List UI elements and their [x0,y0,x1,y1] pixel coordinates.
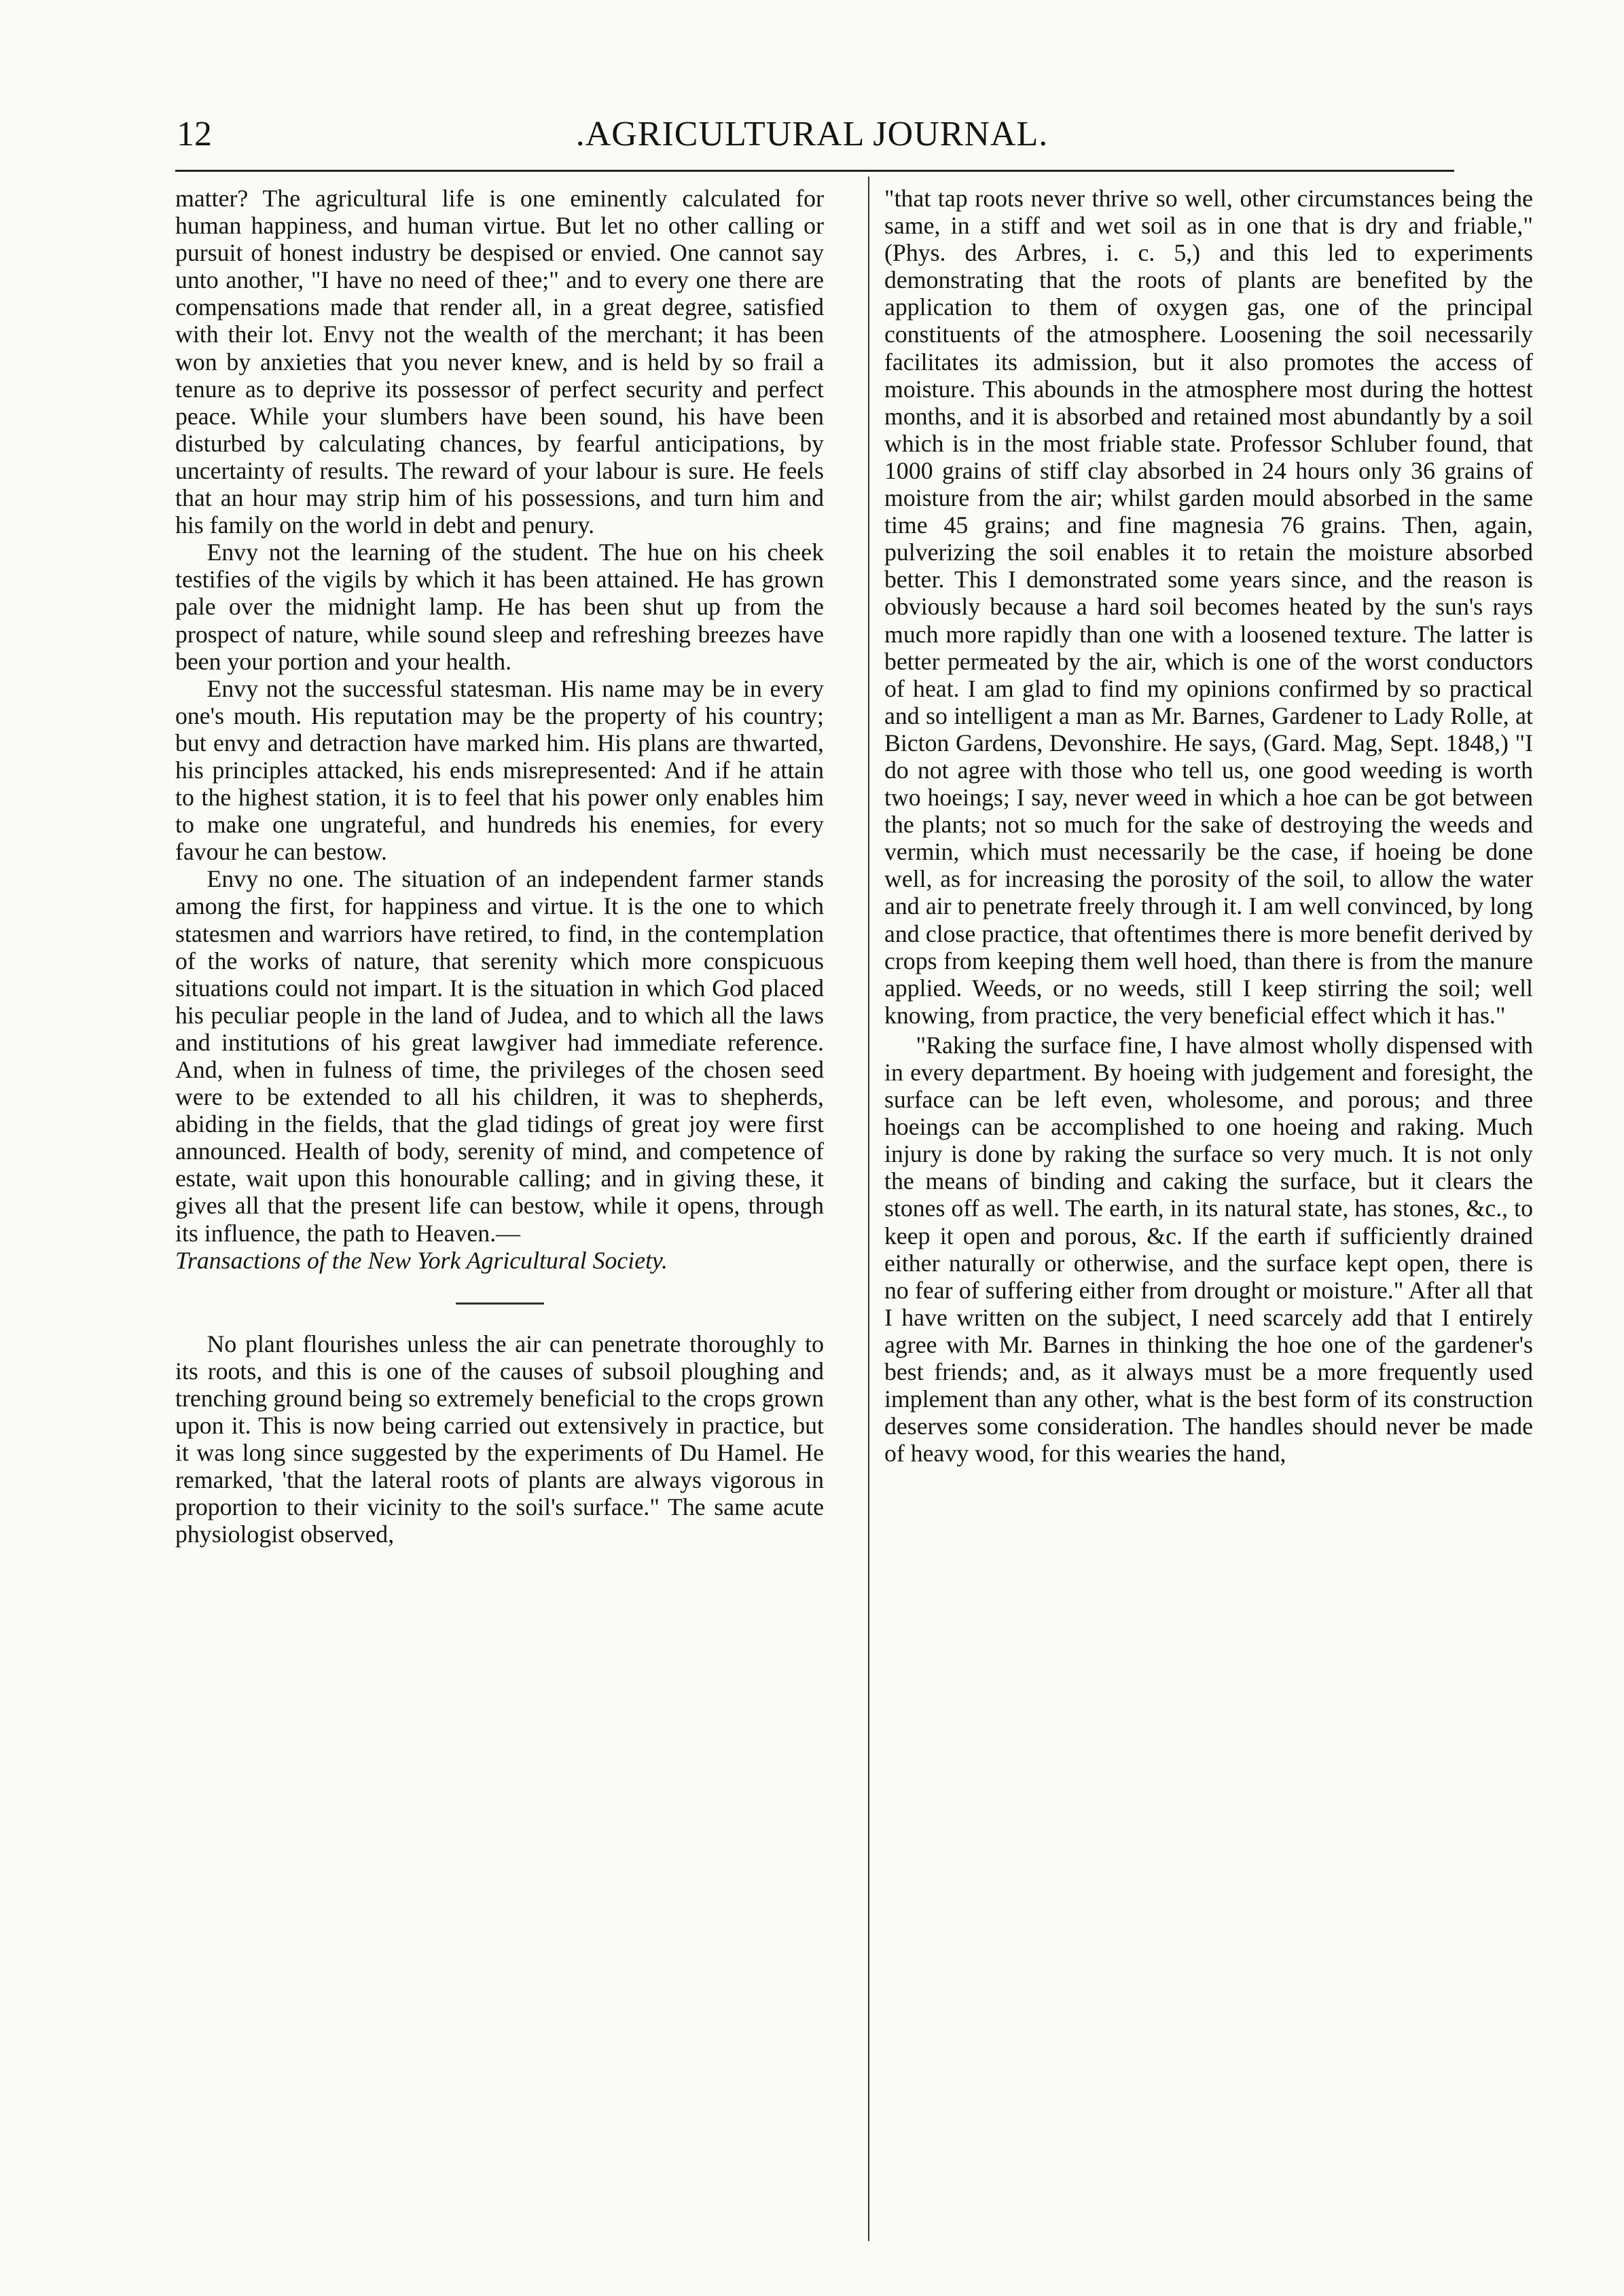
column-divider [868,177,869,2241]
paragraph: "Raking the surface fine, I have almost wholly dispensed with in every department. By hoeing with judgement and foresight, the surface can be left even, wholesome, and porous; and three hoeings can be accomplished to one hoeing and raking. Much injury is done by raking the surface so very much. It is not only the means of binding and caking the surface, but it clears the stones off as well. The earth, in its natural state, has stones, &c., to keep it open and porous, &c. If the earth if sufficiently drained either naturally or otherwise, and the surface kept open, there is no fear of suffering either from drought or moisture." After all that I have written on the subject, I need scarcely add that I entirely agree with Mr. Barnes in thinking the hoe one of the gardener's best friends; and, as it always must be a more frequently used implement than any other, what is the best form of its construction deserves some consideration. The handles should never be made of heavy wood, for this wearies the hand, [884,1031,1533,1468]
paragraph: Envy no one. The situation of an independent farmer stands among the first, for happiness and virtue. It is the one to which statesmen and warriors have retired, to find, in the contemplation of the works of nature, that serenity which more conspicuous situations could not impart. It is the situation in which God placed his peculiar people in the land of Judea, and to which all the laws and institutions of his great lawgiver had immediate reference. And, when in fulness of time, the privileges of the chosen seed were to be extended to all his children, it was to shepherds, abiding in the fields, that the glad tidings of great joy were first announced. Health of body, serenity of mind, and competence of estate, wait upon this honourable calling; and in giving these, it gives all that the present life can bestow, while it opens, through its influence, the path to Heaven.— [175,865,824,1247]
paragraph: Envy not the learning of the student. The hue on his cheek testifies of the vigils by which it has been attained. He has grown pale over the midnight lamp. He has been shut up from the prospect of nature, while sound sleep and refreshing breezes have been your portion and your health. [175,539,824,675]
paragraph: "that tap roots never thrive so well, other circumstances being the same, in a stiff and wet soil as in one that is dry and friable," (Phys. des Arbres, i. c. 5,) and this led to experiments demonstrating that the roots of plants are benefited by the application to them of oxygen gas, one of the principal constituents of the atmosphere. Loosening the soil necessarily facilitates its admission, but it also promotes the access of moisture. This abounds in the atmosphere most during the hottest months, and it is absorbed and retained most abundantly by a soil which is in the most friable state. Professor Schluber found, that 1000 grains of stiff clay absorbed in 24 hours only 36 grains of moisture from the air; whilst garden mould absorbed in the same time 45 grains; and fine magnesia 76 grains. Then, again, pulverizing the soil enables it to retain the moisture absorbed better. This I demonstrated some years since, and the reason is obviously because a hard soil becomes heated by the sun's rays much more rapidly than one with a loosened texture. The latter is better permeated by the air, which is one of the worst conductors of heat. I am glad to find my opinions confirmed by so practical and so intelligent a man as Mr. Barnes, Gardener to Lady Rolle, at Bicton Gardens, Devonshire. He says, (Gard. Mag, Sept. 1848,) "I do not agree with those who tell us, one good weeding is worth two hoeings; I say, never weed in which a hoe can be got between the plants; not so much for the sake of destroying the weeds and vermin, which must necessarily be the case, if hoeing be done well, as for increasing the porosity of the soil, to allow the water and air to penetrate freely through it. I am well convinced, by long and close practice, that oftentimes there is more benefit derived by crops from keeping them well hoed, than there is from the manure applied. Weeds, or no weeds, still I keep stirring the soil; well knowing, from practice, the very beneficial effect which it has." [884,185,1533,1029]
right-column [884,185,1533,2242]
running-title: .AGRICULTURAL JOURNAL. [575,115,1049,153]
section-divider [456,1302,544,1305]
header-rule [175,170,1454,172]
source-citation: Transactions of the New York Agricultural Society. [175,1246,668,1274]
page-header [170,114,1454,162]
page-number: 12 [177,115,212,153]
paragraph: matter? The agricultural life is one eminently calculated for human happiness, and human virtue. But let no other calling or pursuit of honest industry be despised or envied. One cannot say unto another, "I have no need of thee;" and to every one there are compensations made that render all, in a great degree, satisfied with their lot. Envy not the wealth of the merchant; it has been won by anxieties that you never knew, and is held by so frail a tenure as to deprive its possessor of perfect security and perfect peace. While your slumbers have been sound, his have been disturbed by calculating chances, by fearful anticipations, by uncertainty of results. The reward of your labour is sure. He feels that an hour may strip him of his possessions, and turn him and his family on the world in debt and penury. [175,185,824,539]
paragraph: Envy not the successful statesman. His name may be in every one's mouth. His reputation may be the property of his country; but envy and detraction have marked him. His plans are thwarted, his principles attacked, his ends misrepresented: And if he attain to the highest station, it is to feel that his power only enables him to make one ungrateful, and hundreds his enemies, for every favour he can bestow. [175,674,824,866]
article-paragraph: No plant flourishes unless the air can penetrate thoroughly to its roots, and this is one of the causes of subsoil ploughing and trenching ground being so extremely beneficial to the crops grown upon it. This is now being carried out extensively in practice, but it was long since suggested by the experiments of Du Hamel. He remarked, 'that the lateral roots of plants are always vigorous in proportion to their vicinity to the soil's surface." The same acute physiologist observed, [175,1330,824,1548]
left-column [175,185,824,2242]
